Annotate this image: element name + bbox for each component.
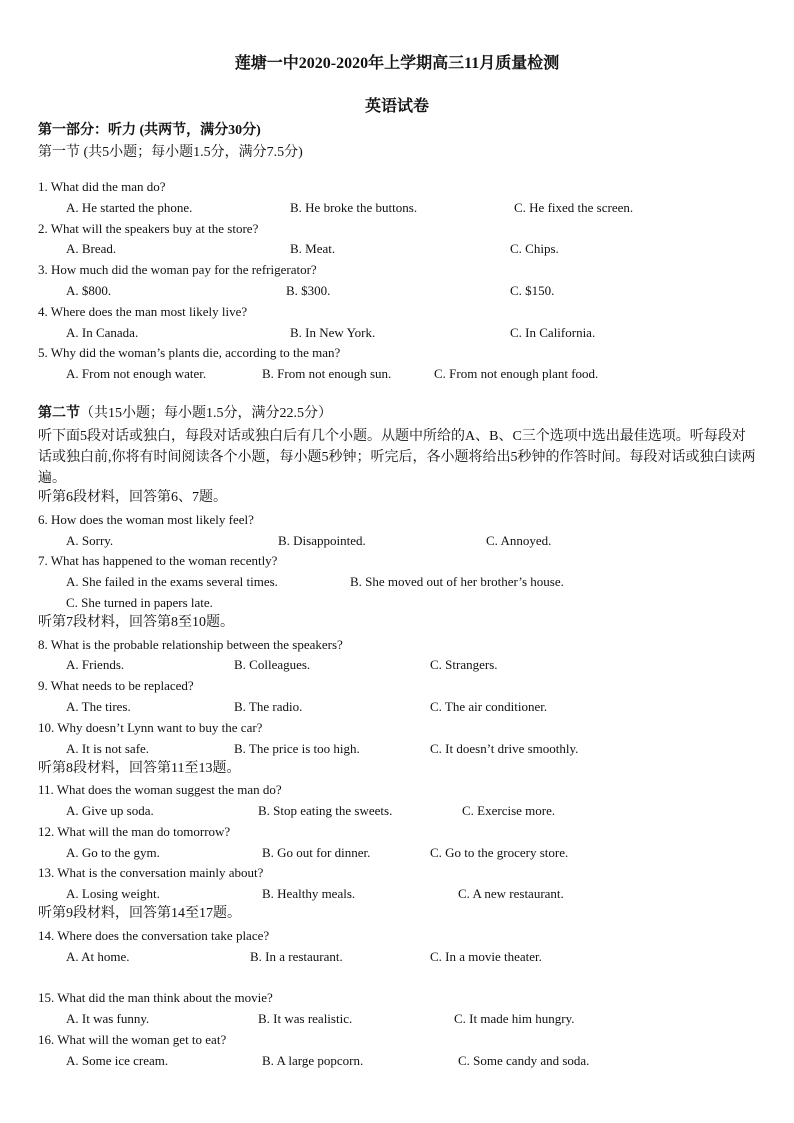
option-13b: B. Healthy meals. (262, 886, 356, 901)
material-9-heading: 听第9段材料，回答第14至17题。 (38, 906, 241, 921)
option-8b: B. Colleagues. (234, 657, 311, 672)
option-7c: C. She turned in papers late. (66, 595, 213, 610)
option-6b: B. Disappointed. (278, 533, 366, 548)
option-9b: B. The radio. (234, 699, 303, 714)
section2-instructions: 听下面5段对话或独白，每段对话或独白后有几个小题。从题中所给的A、B、C三个选项中选出最佳选项。听每段对话或独白前,你将有时间阅读各个小题，每小题5秒钟；听完后，各小题将给出5秒钟的作答时间。每段对话或独白读两遍。 (38, 429, 756, 486)
option-9c: C. The air conditioner. (430, 699, 548, 714)
option-5c: C. From not enough plant food. (434, 366, 599, 381)
option-16b: B. A large popcorn. (262, 1053, 364, 1068)
option-16a: A. Some ice cream. (66, 1053, 169, 1068)
part1-heading: 第一部分：听力 (共两节，满分30分) (38, 123, 261, 138)
question-13: 13. What is the conversation mainly about? (38, 865, 264, 880)
option-12c: C. Go to the grocery store. (430, 845, 569, 860)
question-10: 10. Why doesn’t Lynn want to buy the car? (38, 720, 263, 735)
question-14: 14. Where does the conversation take place? (38, 928, 270, 943)
option-4b: B. In New York. (290, 325, 376, 340)
option-14a: A. At home. (66, 949, 130, 964)
option-3c: C. $150. (510, 283, 555, 298)
question-1: 1. What did the man do? (38, 179, 166, 194)
question-4: 4. Where does the man most likely live? (38, 304, 248, 319)
option-9a: A. The tires. (66, 699, 131, 714)
option-10b: B. The price is too high. (234, 741, 360, 756)
material-8-heading: 听第8段材料，回答第11至13题。 (38, 761, 241, 776)
question-9: 9. What needs to be replaced? (38, 678, 194, 693)
option-3a: A. $800. (66, 283, 112, 298)
question-6: 6. How does the woman most likely feel? (38, 512, 254, 527)
option-14c: C. In a movie theater. (430, 949, 542, 964)
option-4c: C. In California. (510, 325, 596, 340)
section2-heading (38, 406, 332, 422)
option-10a: A. It is not safe. (66, 741, 150, 756)
section1-heading: 第一节 (共5小题；每小题1.5分，满分7.5分) (38, 145, 303, 160)
option-15c: C. It made him hungry. (454, 1011, 575, 1026)
section2-heading-label: 第二节 (38, 406, 80, 421)
option-10c: C. It doesn’t drive smoothly. (430, 741, 579, 756)
option-15b: B. It was realistic. (258, 1011, 353, 1026)
question-16: 16. What will the woman get to eat? (38, 1032, 227, 1047)
option-1b: B. He broke the buttons. (290, 200, 418, 215)
exam-title: 莲塘一中2020-2020年上学期高三11月质量检测 (234, 55, 560, 72)
option-11b: B. Stop eating the sweets. (258, 803, 393, 818)
question-2: 2. What will the speakers buy at the store? (38, 221, 259, 236)
option-14b: B. In a restaurant. (250, 949, 343, 964)
option-2c: C. Chips. (510, 241, 559, 256)
option-13c: C. A new restaurant. (458, 886, 564, 901)
option-2a: A. Bread. (66, 241, 117, 256)
option-7a: A. She failed in the exams several times. (66, 574, 278, 589)
option-8a: A. Friends. (66, 657, 125, 672)
option-11a: A. Give up soda. (66, 803, 154, 818)
option-13a: A. Losing weight. (66, 886, 160, 901)
exam-subtitle: 英语试卷 (364, 98, 429, 115)
question-11: 11. What does the woman suggest the man do? (38, 782, 282, 797)
option-5b: B. From not enough sun. (262, 366, 392, 381)
question-5: 5. Why did the woman’s plants die, according to the man? (38, 345, 341, 360)
option-2b: B. Meat. (290, 241, 336, 256)
option-4a: A. In Canada. (66, 325, 139, 340)
question-7: 7. What has happened to the woman recently? (38, 553, 278, 568)
option-8c: C. Strangers. (430, 657, 498, 672)
option-12a: A. Go to the gym. (66, 845, 160, 860)
question-12: 12. What will the man do tomorrow? (38, 824, 231, 839)
option-7b: B. She moved out of her brother’s house. (350, 574, 564, 589)
option-12b: B. Go out for dinner. (262, 845, 371, 860)
option-15a: A. It was funny. (66, 1011, 150, 1026)
material-7-heading: 听第7段材料，回答第8至10题。 (38, 615, 234, 630)
option-6c: C. Annoyed. (486, 533, 552, 548)
section2-heading-detail: （共15小题；每小题1.5分，满分22.5分） (80, 406, 332, 421)
question-8: 8. What is the probable relationship between the speakers? (38, 637, 343, 652)
option-1c: C. He fixed the screen. (514, 200, 634, 215)
option-1a: A. He started the phone. (66, 200, 193, 215)
option-6a: A. Sorry. (66, 533, 114, 548)
option-3b: B. $300. (286, 283, 331, 298)
question-3: 3. How much did the woman pay for the refrigerator? (38, 262, 317, 277)
material-6-heading: 听第6段材料，回答第6、7题。 (38, 490, 227, 505)
option-5a: A. From not enough water. (66, 366, 207, 381)
option-16c: C. Some candy and soda. (458, 1053, 590, 1068)
option-11c: C. Exercise more. (462, 803, 556, 818)
question-15: 15. What did the man think about the movie? (38, 990, 273, 1005)
